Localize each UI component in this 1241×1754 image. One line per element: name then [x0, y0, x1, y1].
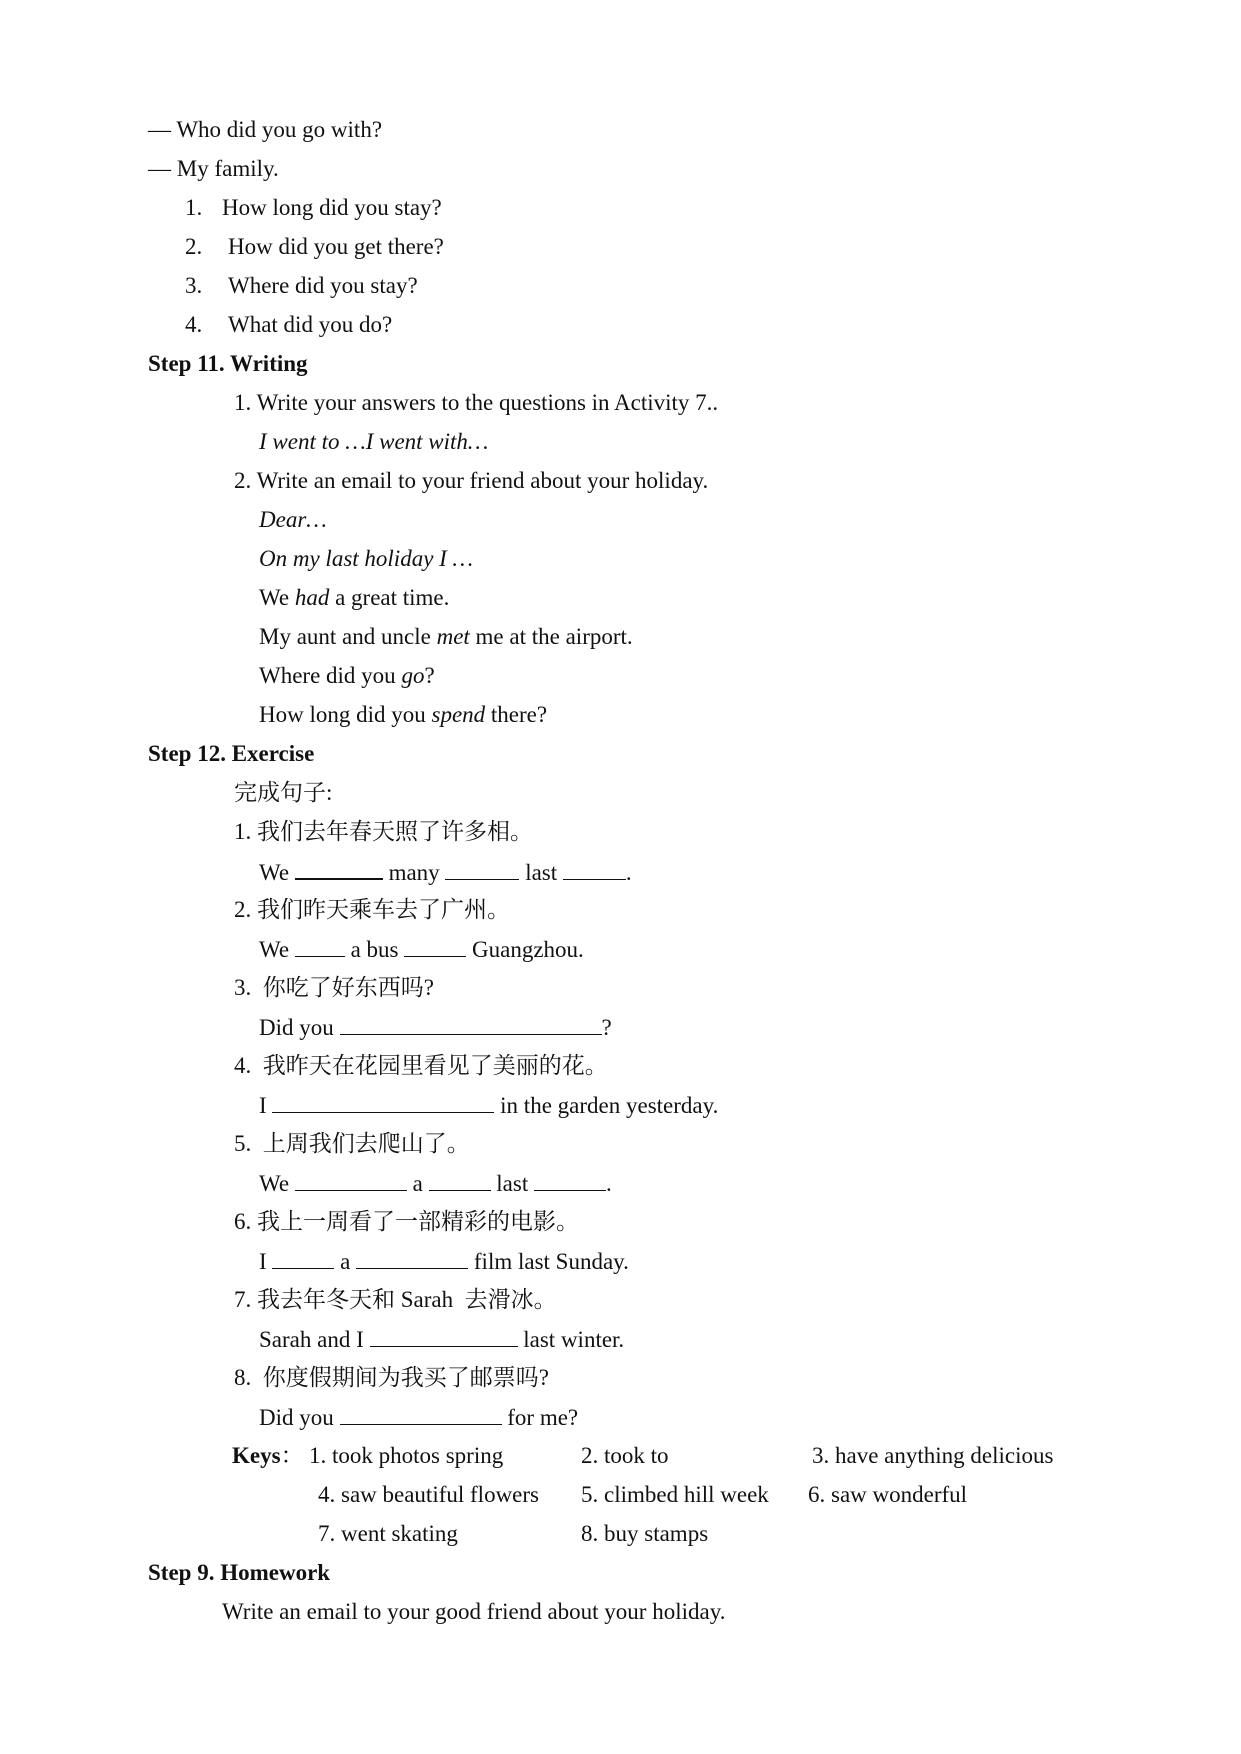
key-answer-8: 8. buy stamps	[581, 1521, 709, 1546]
answer-blank	[404, 934, 466, 957]
writing-task-1-example: I went to …I went with…	[259, 429, 489, 454]
answer-blank	[356, 1246, 468, 1269]
exercise-sentence-1: We many last .	[259, 856, 632, 888]
question-number: 3.	[185, 273, 203, 298]
exercise-chinese-4: 4. 我昨天在花园里看见了美丽的花。	[234, 1053, 608, 1078]
key-answer-5: 5. climbed hill week	[581, 1482, 769, 1507]
key-answer-1: 1. took photos spring	[309, 1443, 504, 1468]
exercise-sentence-5: We a last .	[259, 1168, 612, 1199]
dialogue-question: — Who did you go with?	[148, 117, 383, 142]
answer-blank	[563, 857, 626, 880]
exercise-sentence-3: Did you ?	[259, 1012, 612, 1043]
step9-heading: Step 9. Homework	[148, 1560, 331, 1585]
keys-label: Keys：	[232, 1443, 304, 1468]
answer-blank	[534, 1168, 606, 1191]
exercise-chinese-8: 8. 你度假期间为我买了邮票吗?	[234, 1365, 549, 1390]
question-number: 2.	[185, 234, 203, 259]
question-text: How did you get there?	[228, 234, 444, 259]
answer-blank	[295, 934, 345, 957]
answer-blank	[272, 1246, 334, 1269]
exercise-sentence-6: I a film last Sunday.	[259, 1246, 629, 1277]
question-text: Where did you stay?	[228, 273, 418, 298]
writing-task-1: 1. Write your answers to the questions in Activity 7..	[234, 390, 719, 415]
question-number: 1.	[185, 195, 203, 220]
email-opening: On my last holiday I …	[259, 546, 474, 571]
answer-blank	[429, 1168, 491, 1191]
email-greeting: Dear…	[259, 507, 327, 532]
exercise-sentence-8: Did you for me?	[259, 1402, 578, 1433]
answer-blank	[295, 856, 383, 880]
email-sentence-3: Where did you go?	[259, 663, 435, 688]
writing-task-2: 2. Write an email to your friend about your holiday.	[234, 468, 709, 493]
homework-text: Write an email to your good friend about your holiday.	[222, 1599, 726, 1624]
step11-heading: Step 11. Writing	[148, 351, 308, 376]
answer-blank	[370, 1324, 518, 1347]
key-answer-4: 4. saw beautiful flowers	[318, 1482, 539, 1507]
exercise-chinese-1: 1. 我们去年春天照了许多相。	[234, 819, 533, 844]
exercise-chinese-7: 7. 我去年冬天和 Sarah 去滑冰。	[234, 1287, 557, 1312]
answer-blank	[445, 857, 519, 880]
exercise-chinese-3: 3. 你吃了好东西吗?	[234, 975, 434, 1000]
email-sentence-4: How long did you spend there?	[259, 702, 548, 727]
answer-blank	[340, 1012, 602, 1035]
exercise-chinese-6: 6. 我上一周看了一部精彩的电影。	[234, 1209, 579, 1234]
key-answer-6: 6. saw wonderful	[808, 1482, 968, 1507]
key-answer-7: 7. went skating	[318, 1521, 458, 1546]
email-sentence-2: My aunt and uncle met me at the airport.	[259, 624, 633, 649]
key-answer-3: 3. have anything delicious	[812, 1443, 1054, 1468]
question-text: What did you do?	[228, 312, 393, 337]
exercise-chinese-5: 5. 上周我们去爬山了。	[234, 1131, 470, 1156]
answer-blank	[340, 1402, 502, 1425]
exercise-sentence-7: Sarah and I last winter.	[259, 1324, 624, 1355]
exercise-sentence-2: We a bus Guangzhou.	[259, 934, 584, 965]
key-answer-2: 2. took to	[581, 1443, 669, 1468]
exercise-chinese-2: 2. 我们昨天乘车去了广州。	[234, 897, 510, 922]
answer-blank	[295, 1168, 407, 1191]
question-text: How long did you stay?	[222, 195, 442, 220]
email-sentence-1: We had a great time.	[259, 585, 450, 610]
question-number: 4.	[185, 312, 203, 337]
exercise-instruction: 完成句子:	[234, 780, 333, 805]
exercise-sentence-4: I in the garden yesterday.	[259, 1090, 718, 1121]
answer-blank	[272, 1090, 494, 1113]
dialogue-answer: — My family.	[148, 156, 279, 181]
step12-heading: Step 12. Exercise	[148, 741, 315, 766]
